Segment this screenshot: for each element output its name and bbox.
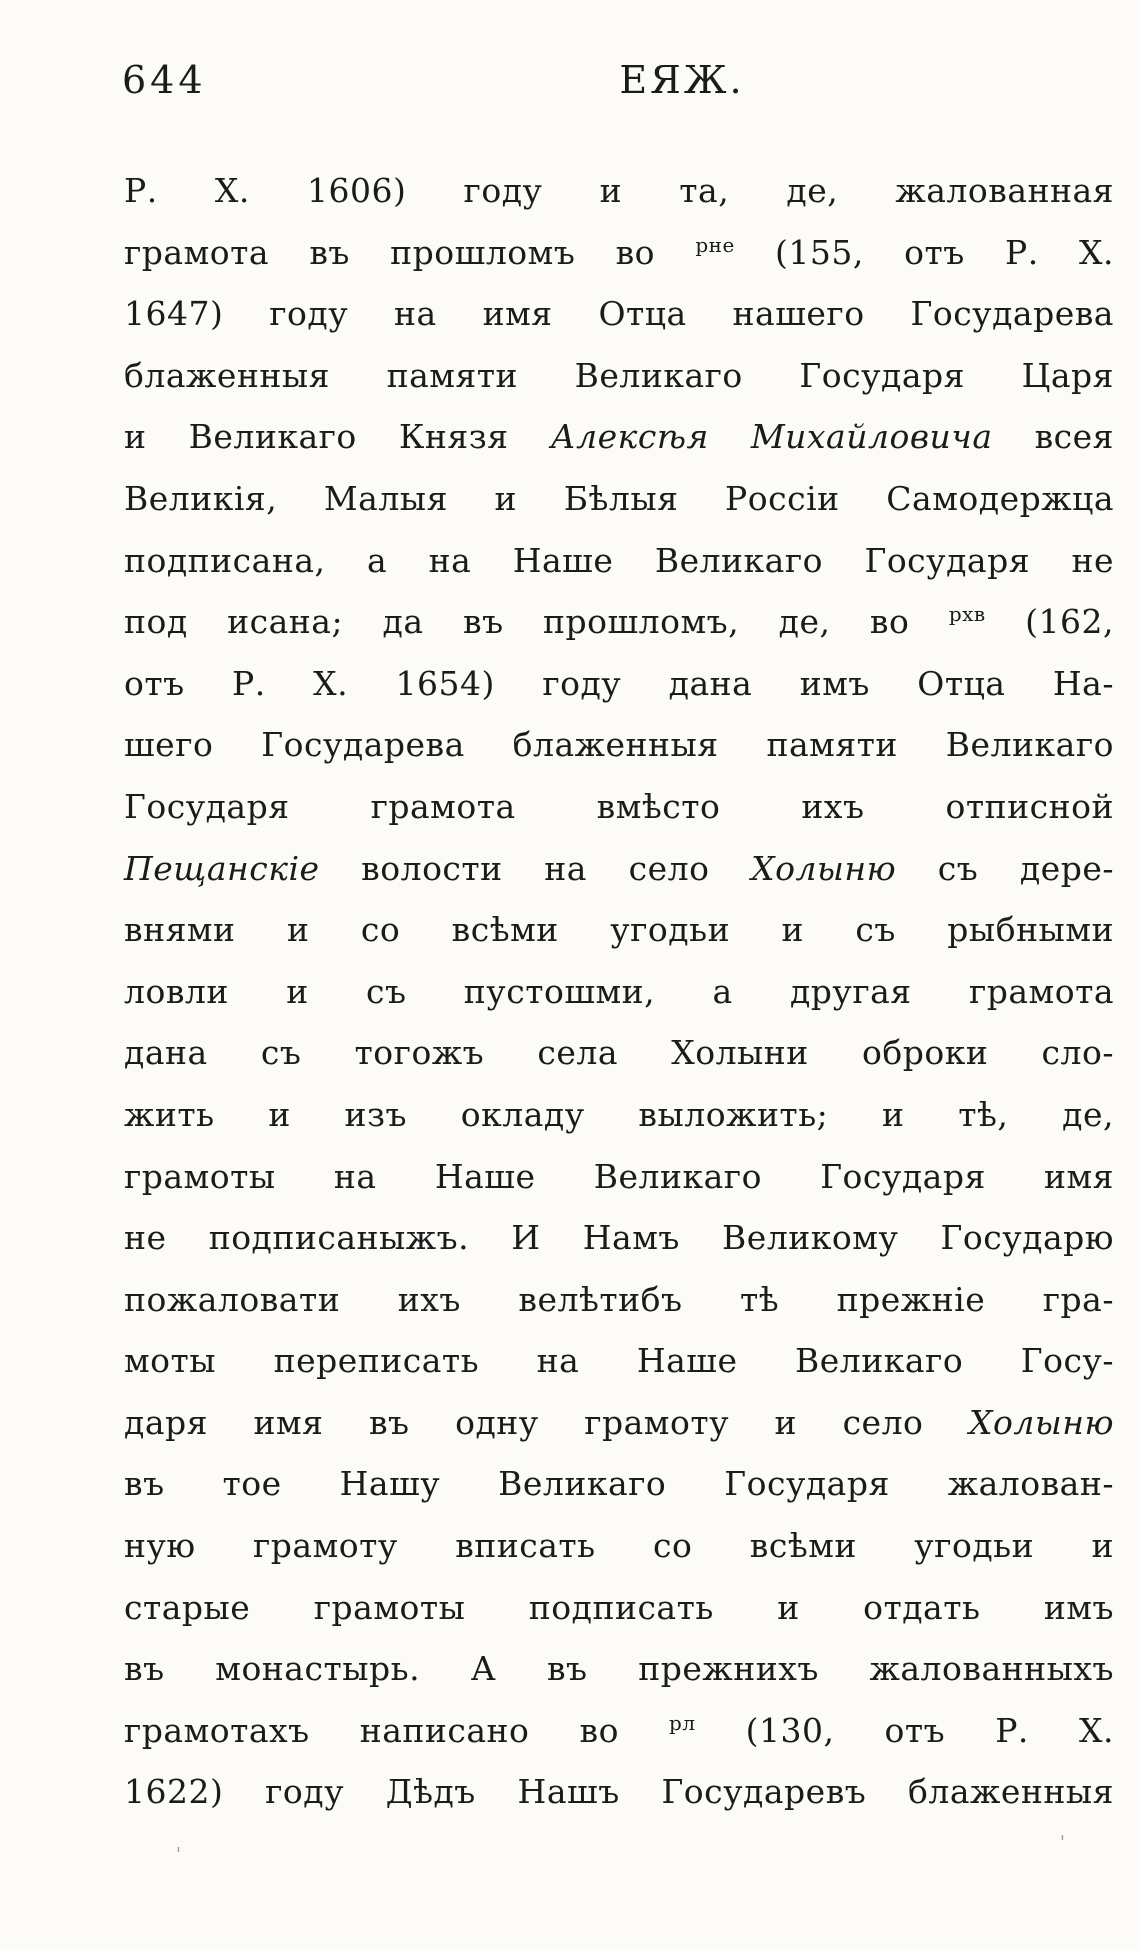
text-line	[124, 1392, 1114, 1454]
text-segment: съ дере-	[896, 848, 1115, 888]
text-line	[124, 1700, 1114, 1762]
italic-name: Холыню	[751, 848, 897, 888]
text-segment: моты переписать на Наше Великаго Госу-	[124, 1341, 1114, 1381]
text-line	[124, 838, 1114, 900]
text-segment: ловли и съ пустошми, а другая грамота	[124, 971, 1114, 1011]
text-line	[124, 1022, 1114, 1084]
text-segment: (130, отъ Р. Х.	[695, 1710, 1114, 1750]
text-line	[124, 1515, 1114, 1577]
text-line	[124, 406, 1114, 468]
page-number: 644	[122, 58, 207, 102]
superscript-numeral: рл	[669, 1710, 696, 1735]
text-segment: пожаловати ихъ велѣтибъ тѣ прежніе гра-	[124, 1279, 1114, 1319]
text-line	[124, 1146, 1114, 1208]
text-line	[124, 468, 1114, 530]
text-segment: грамота въ прошломъ во	[124, 232, 696, 272]
text-segment: въ монастырь. А въ прежнихъ жалованныхъ	[124, 1649, 1114, 1689]
text-segment: даря имя въ одну грамоту и село	[124, 1402, 969, 1442]
text-line	[124, 714, 1114, 776]
text-line	[124, 899, 1114, 961]
text-segment: грамоты на Наше Великаго Государя имя	[124, 1156, 1114, 1196]
text-line	[124, 776, 1114, 838]
text-line	[124, 591, 1114, 653]
text-segment: шего Государева блаженныя памяти Великаго	[124, 725, 1114, 765]
text-line	[124, 283, 1114, 345]
italic-name: Холыню	[968, 1402, 1114, 1442]
text-segment: не подписаныжъ. И Намъ Великому Государю	[124, 1218, 1114, 1258]
stray-mark: '	[1060, 1832, 1065, 1853]
text-segment: 1647) году на имя Отца нашего Государева	[124, 294, 1114, 334]
text-line	[124, 1084, 1114, 1146]
text-line	[124, 160, 1114, 222]
running-head: ЕЯЖ.	[619, 58, 745, 102]
text-segment: блаженныя памяти Великаго Государя Царя	[124, 355, 1114, 395]
text-line	[124, 653, 1114, 715]
text-line	[124, 1330, 1114, 1392]
text-segment: всея	[992, 417, 1115, 457]
italic-name: Алексѣя Михайловича	[550, 417, 993, 457]
text-segment: Великія, Малыя и Бѣлыя Россіи Самодержца	[124, 478, 1114, 518]
superscript-numeral: рхв	[948, 602, 986, 627]
text-line	[124, 1453, 1114, 1515]
stray-mark: '	[176, 1844, 181, 1865]
text-segment: Р. Х. 1606) году и та, де, жалованная	[124, 171, 1114, 210]
text-line	[124, 1207, 1114, 1269]
text-segment: ную грамоту вписать со всѣми угодьи и	[124, 1526, 1114, 1566]
text-segment: Государя грамота вмѣсто ихъ отписной	[124, 786, 1114, 826]
page-header	[122, 58, 1112, 122]
text-line	[124, 1269, 1114, 1331]
text-segment: волости на село	[319, 848, 752, 888]
text-segment: грамотахъ написано во	[124, 1710, 670, 1750]
text-segment: подписана, а на Наше Великаго Государя не	[124, 540, 1114, 580]
text-segment: отъ Р. Х. 1654) году дана имъ Отца На-	[124, 663, 1114, 703]
text-segment: (162,	[985, 602, 1114, 642]
text-line	[124, 1761, 1114, 1823]
italic-name: Пещанскіе	[124, 848, 320, 888]
text-line	[124, 961, 1114, 1023]
superscript-numeral: рне	[695, 232, 735, 257]
text-line	[124, 345, 1114, 407]
text-line	[124, 1577, 1114, 1639]
body-text	[124, 160, 1114, 1823]
text-segment: под исана; да въ прошломъ, де, во	[124, 602, 949, 642]
text-segment: (155, отъ Р. Х.	[734, 232, 1114, 272]
text-segment: жить и изъ окладу выложить; и тѣ, де,	[124, 1094, 1114, 1134]
text-segment: въ тое Нашу Великаго Государя жалован-	[124, 1464, 1114, 1504]
text-segment: и Великаго Князя	[124, 417, 551, 457]
text-segment: дана съ тогожъ села Холыни оброки сло-	[124, 1033, 1114, 1073]
text-segment: внями и со всѣми угодьи и съ рыбными	[124, 910, 1114, 950]
text-line	[124, 530, 1114, 592]
text-line	[124, 222, 1114, 284]
text-segment: 1622) году Дѣдъ Нашъ Государевъ блаженныя	[124, 1772, 1114, 1812]
text-line	[124, 1638, 1114, 1700]
text-segment: старые грамоты подписать и отдать имъ	[124, 1587, 1114, 1627]
